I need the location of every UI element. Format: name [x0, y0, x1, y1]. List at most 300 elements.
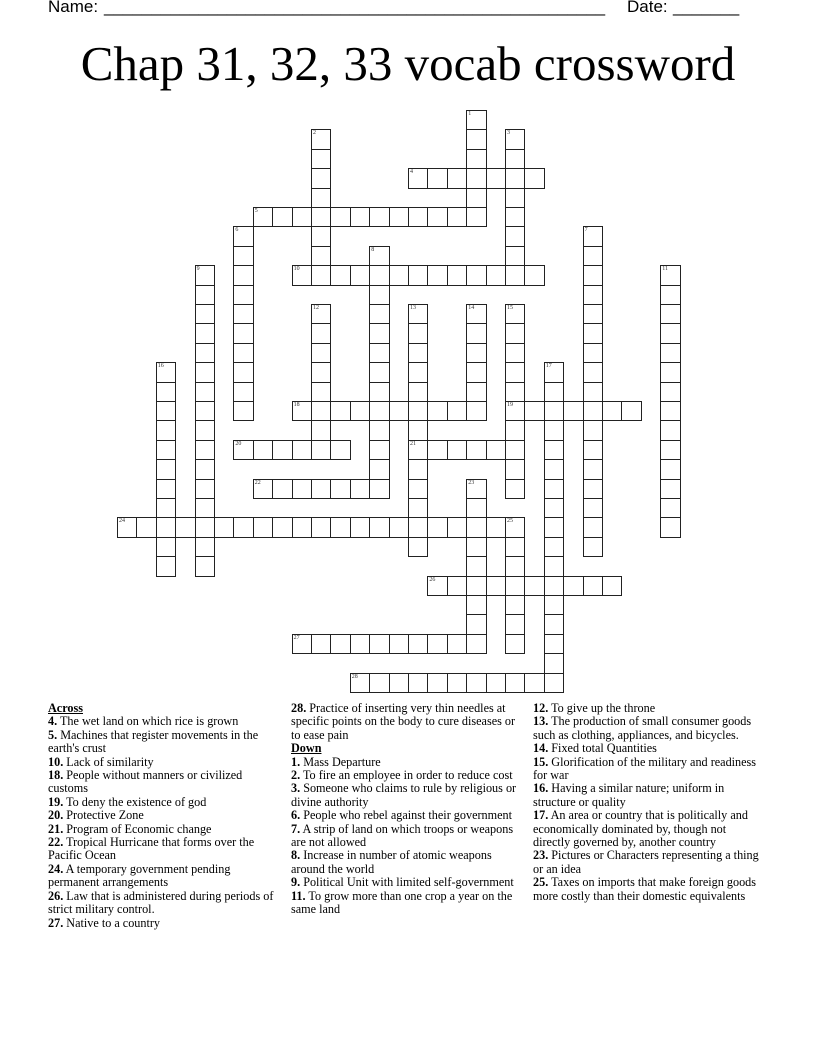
grid-cell[interactable] [486, 576, 506, 596]
grid-cell[interactable] [466, 188, 486, 208]
grid-cell[interactable] [272, 479, 292, 499]
grid-cell[interactable] [660, 420, 680, 440]
grid-cell[interactable] [583, 362, 603, 382]
clue-number: 25 [507, 518, 513, 525]
grid-cell[interactable] [544, 382, 564, 402]
grid-cell[interactable] [156, 498, 176, 518]
grid-cell[interactable] [486, 517, 506, 537]
grid-cell[interactable] [660, 285, 680, 305]
grid-cell[interactable] [195, 537, 215, 557]
across-heading: Across [48, 701, 83, 715]
grid-cell[interactable] [389, 634, 409, 654]
grid-cell[interactable] [583, 246, 603, 266]
grid-cell[interactable] [195, 420, 215, 440]
grid-cell[interactable] [583, 440, 603, 460]
grid-cell[interactable] [233, 517, 253, 537]
grid-cell[interactable] [408, 459, 428, 479]
clue-across-22: 22. Tropical Hurricane that forms over the Pacific Ocean [48, 835, 255, 863]
grid-cell[interactable] [292, 479, 312, 499]
grid-cell[interactable] [292, 440, 312, 460]
clues-column-2 [291, 702, 523, 917]
grid-cell[interactable] [505, 459, 525, 479]
grid-cell[interactable] [544, 634, 564, 654]
grid-cell[interactable] [466, 207, 486, 227]
grid-cell[interactable] [311, 168, 331, 188]
grid-cell[interactable] [330, 440, 350, 460]
grid-cell[interactable] [544, 517, 564, 537]
grid-cell[interactable] [660, 323, 680, 343]
grid-cell[interactable] [466, 323, 486, 343]
grid-cell[interactable] [253, 440, 273, 460]
grid-cell[interactable] [369, 479, 389, 499]
grid-cell[interactable] [583, 479, 603, 499]
grid-cell[interactable] [369, 440, 389, 460]
grid-cell[interactable] [330, 634, 350, 654]
grid-cell[interactable] [466, 634, 486, 654]
grid-cell[interactable] [195, 285, 215, 305]
grid-cell[interactable] [505, 517, 525, 537]
grid-cell[interactable] [369, 285, 389, 305]
grid-cell[interactable] [253, 207, 273, 227]
grid-cell[interactable] [117, 517, 137, 537]
grid-cell[interactable] [408, 673, 428, 693]
grid-cell[interactable] [253, 517, 273, 537]
page-title: Chap 31, 32, 33 vocab crossword [80, 36, 736, 91]
grid-cell[interactable] [544, 653, 564, 673]
grid-cell[interactable] [583, 401, 603, 421]
grid-cell[interactable] [427, 517, 447, 537]
grid-cell[interactable] [505, 673, 525, 693]
grid-cell[interactable] [195, 556, 215, 576]
grid-cell[interactable] [544, 498, 564, 518]
grid-cell[interactable] [350, 479, 370, 499]
grid-cell[interactable] [544, 401, 564, 421]
grid-cell[interactable] [505, 246, 525, 266]
grid-cell[interactable] [272, 517, 292, 537]
grid-cell[interactable] [156, 537, 176, 557]
clue-down-2: 2. To fire an employee in order to reduce cost [291, 768, 513, 783]
grid-cell[interactable] [195, 440, 215, 460]
clue-number: 27 [293, 634, 300, 641]
grid-cell[interactable] [583, 382, 603, 402]
grid-cell[interactable] [389, 401, 409, 421]
grid-cell[interactable] [350, 517, 370, 537]
date-field[interactable]: _______ [673, 0, 740, 16]
grid-cell[interactable] [563, 576, 583, 596]
grid-cell[interactable] [583, 285, 603, 305]
grid-cell[interactable] [505, 614, 525, 634]
grid-cell[interactable] [427, 440, 447, 460]
grid-cell[interactable] [505, 479, 525, 499]
grid-cell[interactable] [311, 207, 331, 227]
grid-cell[interactable] [505, 420, 525, 440]
grid-cell[interactable] [311, 149, 331, 169]
grid-cell[interactable] [660, 362, 680, 382]
clue-down-9: 9. Political Unit with limited self-government [291, 875, 514, 890]
grid-cell[interactable] [311, 420, 331, 440]
grid-cell[interactable] [195, 517, 215, 537]
grid-cell[interactable] [505, 226, 525, 246]
clue-number: 17 [545, 363, 552, 370]
grid-cell[interactable] [156, 479, 176, 499]
grid-cell[interactable] [524, 265, 544, 285]
grid-cell[interactable] [369, 362, 389, 382]
grid-cell[interactable] [505, 265, 525, 285]
grid-cell[interactable] [621, 401, 641, 421]
clue-across-20: 20. Protective Zone [48, 808, 144, 823]
grid-cell[interactable] [505, 188, 525, 208]
clue-number: 2 [313, 130, 316, 137]
grid-cell[interactable] [195, 343, 215, 363]
grid-cell[interactable] [156, 459, 176, 479]
grid-cell[interactable] [544, 440, 564, 460]
grid-cell[interactable] [427, 634, 447, 654]
grid-cell[interactable] [408, 304, 428, 324]
grid-cell[interactable] [350, 265, 370, 285]
grid-cell[interactable] [447, 265, 467, 285]
grid-cell[interactable] [350, 207, 370, 227]
grid-cell[interactable] [330, 265, 350, 285]
grid-cell[interactable] [544, 459, 564, 479]
grid-cell[interactable] [369, 673, 389, 693]
grid-cell[interactable] [292, 207, 312, 227]
grid-cell[interactable] [544, 537, 564, 557]
grid-cell[interactable] [660, 304, 680, 324]
grid-cell[interactable] [408, 168, 428, 188]
grid-cell[interactable] [466, 382, 486, 402]
grid-cell[interactable] [466, 401, 486, 421]
grid-cell[interactable] [544, 673, 564, 693]
grid-cell[interactable] [311, 479, 331, 499]
grid-cell[interactable] [505, 343, 525, 363]
grid-cell[interactable] [583, 323, 603, 343]
grid-cell[interactable] [583, 537, 603, 557]
grid-cell[interactable] [660, 401, 680, 421]
grid-cell[interactable] [369, 265, 389, 285]
clue-down-8: 8. Increase in number of atomic weapons around the world [291, 848, 492, 876]
grid-cell[interactable] [427, 673, 447, 693]
grid-cell[interactable] [660, 265, 680, 285]
grid-cell[interactable] [427, 168, 447, 188]
grid-cell[interactable] [583, 420, 603, 440]
grid-cell[interactable] [330, 401, 350, 421]
grid-cell[interactable] [311, 129, 331, 149]
grid-cell[interactable] [524, 168, 544, 188]
grid-cell[interactable] [505, 576, 525, 596]
grid-cell[interactable] [156, 556, 176, 576]
grid-cell[interactable] [195, 498, 215, 518]
grid-cell[interactable] [408, 362, 428, 382]
grid-cell[interactable] [272, 440, 292, 460]
clue-down-15: 15. Glorification of the military and readiness for war [533, 754, 757, 783]
grid-cell[interactable] [311, 440, 331, 460]
grid-cell[interactable] [195, 382, 215, 402]
grid-cell[interactable] [253, 479, 273, 499]
grid-cell[interactable] [369, 207, 389, 227]
grid-cell[interactable] [466, 556, 486, 576]
grid-cell[interactable] [195, 479, 215, 499]
grid-cell[interactable] [447, 401, 467, 421]
grid-cell[interactable] [486, 168, 506, 188]
grid-cell[interactable] [524, 576, 544, 596]
grid-cell[interactable] [233, 343, 253, 363]
grid-cell[interactable] [583, 498, 603, 518]
grid-cell[interactable] [369, 246, 389, 266]
grid-cell[interactable] [350, 634, 370, 654]
grid-cell[interactable] [330, 479, 350, 499]
grid-cell[interactable] [466, 576, 486, 596]
clue-across-4: 4. The wet land on which rice is grown [48, 714, 239, 729]
grid-cell[interactable] [233, 362, 253, 382]
grid-cell[interactable] [466, 304, 486, 324]
grid-cell[interactable] [544, 362, 564, 382]
grid-cell[interactable] [389, 673, 409, 693]
grid-cell[interactable] [408, 207, 428, 227]
grid-cell[interactable] [466, 149, 486, 169]
clue-across-10: 10. Lack of similarity [48, 754, 154, 769]
grid-cell[interactable] [214, 517, 234, 537]
grid-cell[interactable] [466, 265, 486, 285]
grid-cell[interactable] [136, 517, 156, 537]
grid-cell[interactable] [233, 304, 253, 324]
grid-cell[interactable] [369, 517, 389, 537]
clues-column-3 [533, 702, 765, 903]
grid-cell[interactable] [408, 440, 428, 460]
grid-cell[interactable] [544, 595, 564, 615]
grid-cell[interactable] [544, 556, 564, 576]
grid-cell[interactable] [233, 246, 253, 266]
grid-cell[interactable] [466, 537, 486, 557]
grid-cell[interactable] [505, 149, 525, 169]
grid-cell[interactable] [544, 479, 564, 499]
grid-cell[interactable] [466, 168, 486, 188]
grid-cell[interactable] [447, 517, 467, 537]
grid-cell[interactable] [311, 362, 331, 382]
down-heading: Down [291, 741, 322, 756]
grid-cell[interactable] [311, 226, 331, 246]
grid-cell[interactable] [427, 207, 447, 227]
grid-cell[interactable] [427, 401, 447, 421]
grid-cell[interactable] [583, 343, 603, 363]
grid-cell[interactable] [233, 382, 253, 402]
clue-down-7: 7. A strip of land on which troops or weapons are not allowed [291, 821, 514, 850]
grid-cell[interactable] [311, 265, 331, 285]
grid-cell[interactable] [505, 440, 525, 460]
clue-across-24: 24. A temporary government pending permanent arrangements [48, 861, 231, 890]
grid-cell[interactable] [466, 110, 486, 130]
grid-cell[interactable] [156, 440, 176, 460]
grid-cell[interactable] [505, 401, 525, 421]
grid-cell[interactable] [369, 420, 389, 440]
grid-cell[interactable] [486, 673, 506, 693]
grid-cell[interactable] [272, 207, 292, 227]
grid-cell[interactable] [602, 576, 622, 596]
grid-cell[interactable] [350, 673, 370, 693]
grid-cell[interactable] [505, 304, 525, 324]
grid-cell[interactable] [466, 362, 486, 382]
grid-cell[interactable] [583, 459, 603, 479]
grid-cell[interactable] [408, 401, 428, 421]
grid-cell[interactable] [602, 401, 622, 421]
grid-cell[interactable] [447, 207, 467, 227]
grid-cell[interactable] [427, 265, 447, 285]
grid-cell[interactable] [505, 556, 525, 576]
clue-down-13: 13. The production of small consumer goods such as clothing, appliances, and bicycles. [533, 714, 752, 742]
grid-cell[interactable] [292, 265, 312, 285]
clue-number: 11 [662, 266, 668, 273]
grid-cell[interactable] [505, 323, 525, 343]
grid-cell[interactable] [660, 382, 680, 402]
grid-cell[interactable] [195, 323, 215, 343]
name-field[interactable]: _____________________________________________________ [104, 0, 606, 16]
grid-cell[interactable] [233, 440, 253, 460]
clue-number: 1 [468, 111, 472, 117]
grid-cell[interactable] [369, 459, 389, 479]
grid-cell[interactable] [195, 459, 215, 479]
grid-cell[interactable] [389, 517, 409, 537]
grid-cell[interactable] [583, 265, 603, 285]
grid-cell[interactable] [660, 479, 680, 499]
grid-cell[interactable] [447, 634, 467, 654]
grid-cell[interactable] [524, 401, 544, 421]
grid-cell[interactable] [447, 673, 467, 693]
clue-across-5: 5. Machines that register movements in the earth's crust [48, 727, 259, 756]
grid-cell[interactable] [408, 420, 428, 440]
grid-cell[interactable] [311, 188, 331, 208]
grid-cell[interactable] [195, 401, 215, 421]
grid-cell[interactable] [369, 323, 389, 343]
grid-cell[interactable] [524, 673, 544, 693]
grid-cell[interactable] [408, 323, 428, 343]
grid-cell[interactable] [466, 517, 486, 537]
clue-number: 6 [235, 227, 239, 234]
grid-cell[interactable] [466, 595, 486, 615]
grid-cell[interactable] [408, 537, 428, 557]
clue-across-28: 28. Practice of inserting very thin needles at specific points on the body to cure diseases or to ease pain [291, 701, 516, 742]
grid-cell[interactable] [408, 382, 428, 402]
grid-cell[interactable] [156, 362, 176, 382]
grid-cell[interactable] [330, 517, 350, 537]
grid-cell[interactable] [292, 401, 312, 421]
grid-cell[interactable] [544, 576, 564, 596]
grid-cell[interactable] [292, 517, 312, 537]
grid-cell[interactable] [408, 479, 428, 499]
grid-cell[interactable] [311, 343, 331, 363]
grid-cell[interactable] [369, 401, 389, 421]
grid-cell[interactable] [408, 498, 428, 518]
grid-cell[interactable] [466, 673, 486, 693]
grid-cell[interactable] [195, 304, 215, 324]
grid-cell[interactable] [505, 634, 525, 654]
grid-cell[interactable] [369, 634, 389, 654]
grid-cell[interactable] [330, 207, 350, 227]
grid-cell[interactable] [156, 401, 176, 421]
grid-cell[interactable] [505, 362, 525, 382]
grid-cell[interactable] [292, 634, 312, 654]
grid-cell[interactable] [660, 343, 680, 363]
clue-number: 9 [196, 266, 200, 273]
grid-cell[interactable] [156, 382, 176, 402]
clue-number: 24 [119, 518, 125, 525]
grid-cell[interactable] [369, 382, 389, 402]
grid-cell[interactable] [233, 226, 253, 246]
grid-cell[interactable] [447, 168, 467, 188]
grid-cell[interactable] [544, 614, 564, 634]
grid-cell[interactable] [486, 265, 506, 285]
grid-cell[interactable] [466, 479, 486, 499]
grid-cell[interactable] [350, 401, 370, 421]
grid-cell[interactable] [583, 226, 603, 246]
clue-number: 15 [507, 305, 513, 311]
grid-cell[interactable] [369, 304, 389, 324]
grid-cell[interactable] [427, 576, 447, 596]
grid-cell[interactable] [389, 265, 409, 285]
grid-cell[interactable] [408, 634, 428, 654]
grid-cell[interactable] [563, 401, 583, 421]
clue-down-14: 14. Fixed total Quantities [533, 741, 657, 756]
grid-cell[interactable] [311, 382, 331, 402]
clue-down-25: 25. Taxes on imports that make foreign goods more costly than their domestic equivalents [533, 875, 756, 903]
grid-cell[interactable] [660, 440, 680, 460]
grid-cell[interactable] [311, 304, 331, 324]
grid-cell[interactable] [233, 323, 253, 343]
grid-cell[interactable] [195, 362, 215, 382]
grid-cell[interactable] [583, 304, 603, 324]
grid-cell[interactable] [505, 595, 525, 615]
grid-cell[interactable] [408, 343, 428, 363]
grid-cell[interactable] [389, 207, 409, 227]
grid-cell[interactable] [583, 576, 603, 596]
grid-cell[interactable] [505, 537, 525, 557]
grid-cell[interactable] [466, 498, 486, 518]
grid-cell[interactable] [447, 440, 467, 460]
grid-cell[interactable] [233, 285, 253, 305]
grid-cell[interactable] [156, 517, 176, 537]
grid-cell[interactable] [233, 401, 253, 421]
grid-cell[interactable] [311, 517, 331, 537]
grid-cell[interactable] [505, 207, 525, 227]
grid-cell[interactable] [660, 459, 680, 479]
grid-cell[interactable] [311, 401, 331, 421]
grid-cell[interactable] [195, 265, 215, 285]
clue-number: 28 [351, 673, 358, 680]
grid-cell[interactable] [583, 517, 603, 537]
grid-cell[interactable] [156, 420, 176, 440]
grid-cell[interactable] [311, 634, 331, 654]
grid-cell[interactable] [408, 265, 428, 285]
grid-cell[interactable] [505, 129, 525, 149]
grid-cell[interactable] [466, 614, 486, 634]
grid-cell[interactable] [466, 343, 486, 363]
grid-cell[interactable] [311, 323, 331, 343]
grid-cell[interactable] [175, 517, 195, 537]
grid-cell[interactable] [311, 246, 331, 266]
grid-cell[interactable] [660, 517, 680, 537]
grid-cell[interactable] [408, 517, 428, 537]
grid-cell[interactable] [369, 343, 389, 363]
grid-cell[interactable] [544, 420, 564, 440]
grid-cell[interactable] [447, 576, 467, 596]
clue-across-21: 21. Program of Economic change [48, 821, 212, 836]
grid-cell[interactable] [505, 382, 525, 402]
grid-cell[interactable] [486, 440, 506, 460]
clue-number: 3 [507, 130, 510, 137]
grid-cell[interactable] [233, 265, 253, 285]
grid-cell[interactable] [660, 498, 680, 518]
grid-cell[interactable] [466, 440, 486, 460]
grid-cell[interactable] [466, 129, 486, 149]
grid-cell[interactable] [505, 168, 525, 188]
